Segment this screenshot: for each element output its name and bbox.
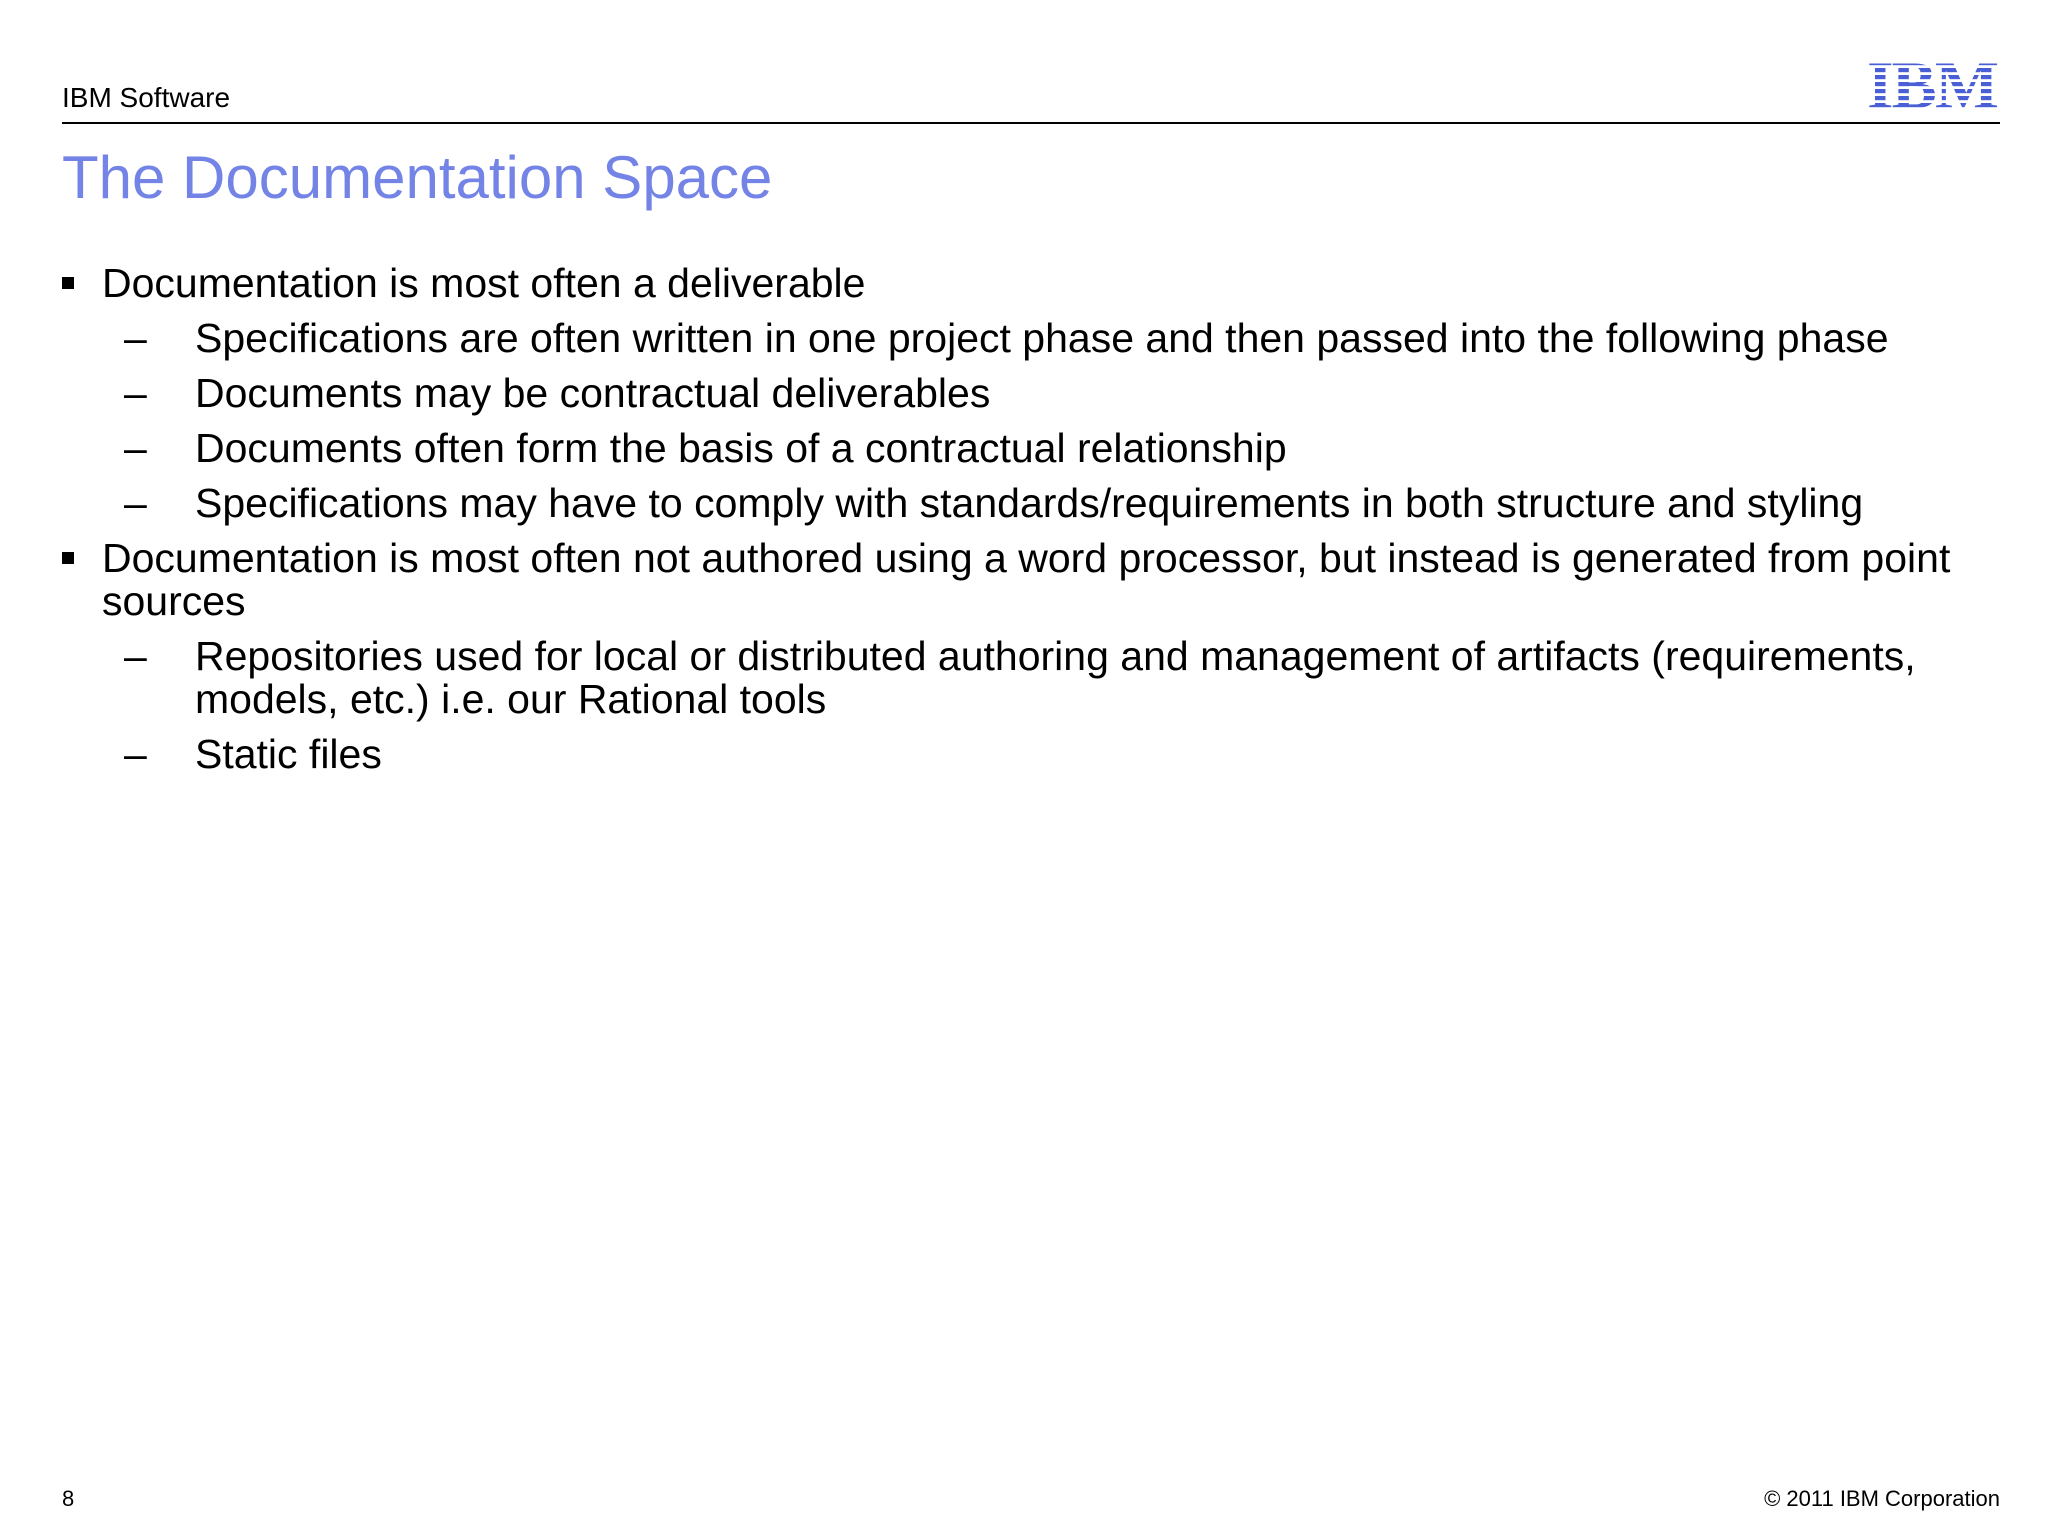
sub-bullet-text: Documents may be contractual deliverables — [195, 370, 991, 416]
dash-bullet-icon: – — [124, 731, 147, 777]
copyright-notice: © 2011 IBM Corporation — [1764, 1486, 2000, 1511]
sub-bullet-item — [62, 372, 1962, 415]
sub-bullet-text: Documents often form the basis of a contractual relationship — [195, 425, 1287, 471]
sub-bullet-text: Specifications are often written in one project phase and then passed into the following phase — [195, 315, 1889, 361]
ibm-logo — [1864, 54, 2000, 110]
sub-bullet-item — [62, 635, 1962, 721]
dash-bullet-icon: – — [124, 370, 147, 416]
sub-bullet-text: Repositories used for local or distributed authoring and management of artifacts (requirements, models, etc.) i.e. our Rational tools — [195, 633, 1916, 722]
sub-bullet-item — [62, 733, 1962, 776]
sub-bullet-item — [62, 427, 1962, 470]
page-title: The Documentation Space — [62, 144, 773, 211]
sub-bullet-list — [102, 317, 1962, 525]
square-bullet-icon — [62, 552, 74, 564]
section-label: IBM Software — [62, 82, 231, 113]
dash-bullet-icon: – — [124, 425, 147, 471]
dash-bullet-icon: – — [124, 480, 147, 526]
bullet-text: Documentation is most often not authored using a word processor, but instead is generated from point sources — [102, 535, 1951, 624]
bullet-list — [62, 262, 1962, 788]
square-bullet-icon — [62, 277, 74, 289]
ibm-logo-graphic — [1864, 54, 2000, 110]
bullet-text: Documentation is most often a deliverable — [102, 260, 866, 306]
page-number: 8 — [62, 1486, 75, 1511]
header-divider — [62, 122, 2000, 124]
dash-bullet-icon: – — [124, 315, 147, 361]
bullet-item — [62, 537, 1962, 776]
sub-bullet-text: Specifications may have to comply with standards/requirements in both structure and styling — [195, 480, 1864, 526]
sub-bullet-text: Static files — [195, 731, 382, 777]
sub-bullet-list — [102, 635, 1962, 776]
dash-bullet-icon: – — [124, 633, 147, 679]
bullet-item — [62, 262, 1962, 525]
sub-bullet-item — [62, 317, 1962, 360]
sub-bullet-item — [62, 482, 1962, 525]
